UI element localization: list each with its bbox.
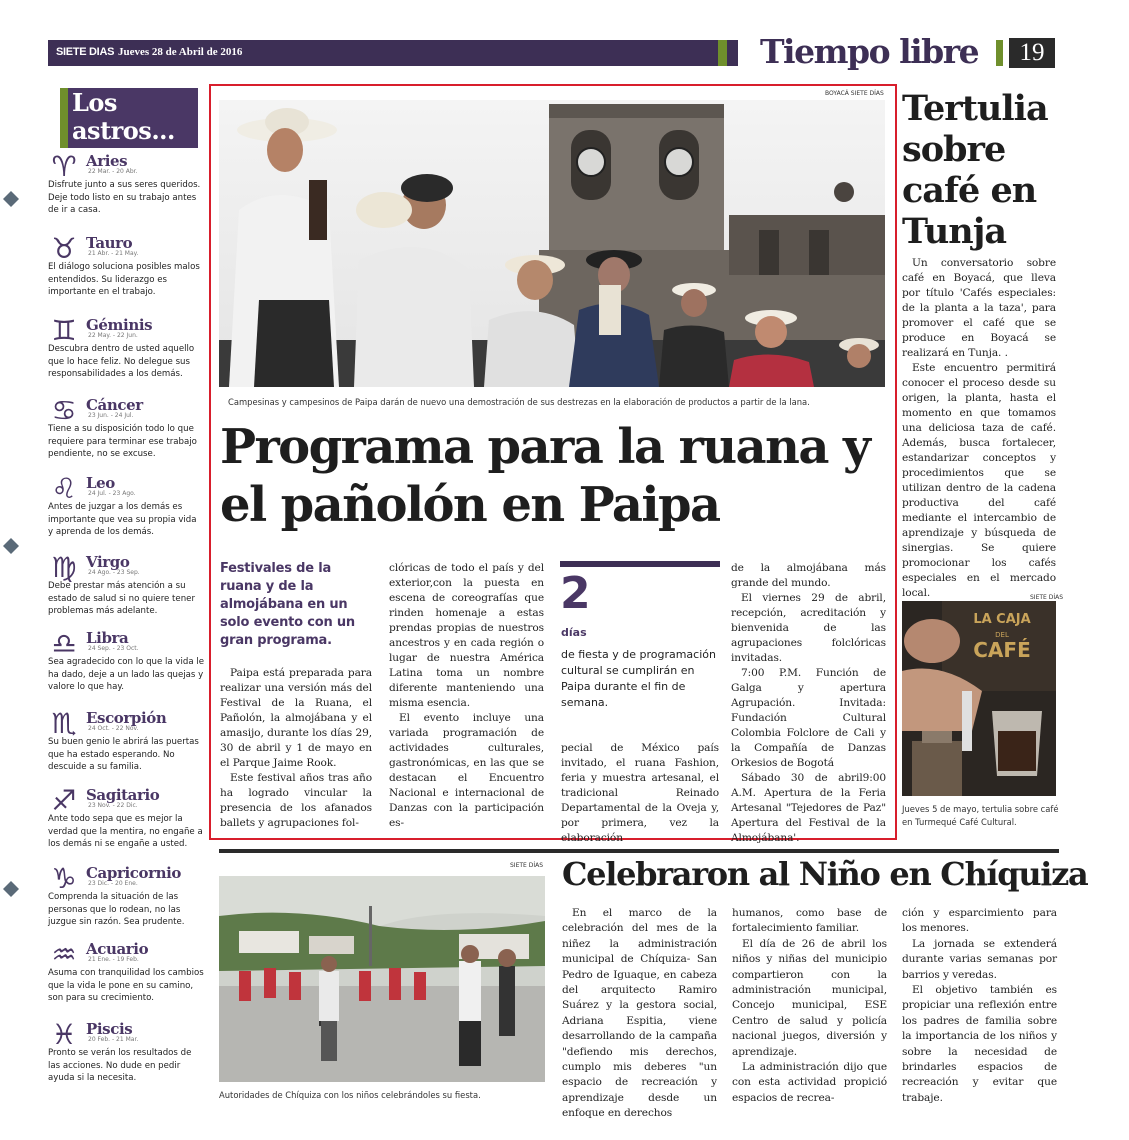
zodiac-leo-icon: ♌ bbox=[51, 472, 77, 505]
horoscope-title bbox=[60, 88, 198, 148]
paragraph: Este festival años tras año ha logrado vincular la presencia de los afanados ballets y agrupaciones fol- bbox=[220, 772, 372, 829]
article-column-2 bbox=[389, 561, 544, 831]
paragraph: La jornada se extenderá durante varias semanas por barrios y veredas. bbox=[902, 937, 1057, 981]
paragraph: El día de 26 de abril los niños y niñas del municipio compartieron con la administración municipal, Concejo municipal, ESE Centro de salud y policía nacional juegos, diversión y aprendizaje. bbox=[732, 937, 887, 1058]
coffee-photo bbox=[902, 601, 1056, 796]
stat-label: días bbox=[561, 626, 587, 639]
zodiac-geminis-icon: ♊ bbox=[51, 314, 77, 347]
sign-name: Cáncer bbox=[86, 396, 143, 414]
sign-name: Acuario bbox=[86, 940, 149, 958]
sign-dates: 23 Nov. - 22 Dic. bbox=[88, 802, 138, 809]
sign-text: Asuma con tranquilidad los cambios que la vida le pone en su camino, son para su crecimiento. bbox=[48, 968, 204, 1003]
photo-credit: SIETE DÍAS bbox=[510, 862, 544, 869]
sign-name: Capricornio bbox=[86, 864, 181, 882]
paragraph: 7:00 P.M. Función de Galga y apertura Agrupación. Invitada: Fundación Cultural Colombia Folclore de Cali y la Compañía de Danzas Orkesios de Bogotá bbox=[731, 667, 886, 769]
children-parade-photo bbox=[219, 876, 545, 1082]
bottom-column-1 bbox=[562, 906, 717, 1122]
paragraph: clóricas de todo el país y del exterior,con la puesta en escena de coreografías que rinden homenaje a estas prendas propias de nuestros ancestros y en cada región o lugar de nuestra América Latina toma un nombre diferente manteniendo una misma esencia. bbox=[389, 562, 544, 709]
photo-credit: BOYACÁ SIETE DÍAS bbox=[825, 90, 884, 97]
sign-text: LA CAJA bbox=[973, 612, 1031, 627]
sign-text: Comprenda la situación de las personas que lo rodean, no las juzgue sin razón. Sea prudente. bbox=[48, 892, 185, 927]
zodiac-acuario-icon: ♒ bbox=[51, 938, 77, 971]
stat-rule bbox=[560, 561, 720, 567]
sign-name: Aries bbox=[86, 152, 128, 170]
sign-name: Géminis bbox=[86, 316, 153, 334]
sign-dates: 24 Ago. - 23 Sep. bbox=[88, 569, 140, 576]
sign-dates: 24 Oct. - 22 Nov. bbox=[88, 725, 139, 732]
sign-text: Sea agradecido con lo que la vida le ha dado, deje a un lado las quejas y valore lo que hay. bbox=[48, 657, 205, 692]
zodiac-cancer-icon: ♋ bbox=[51, 394, 77, 427]
header-bar bbox=[48, 40, 738, 66]
paragraph: Un conversatorio sobre café en Boyacá, que lleva por título 'Cafés especiales: de la planta a la taza', para promover el café que se produce en Boyacá se realizará en Tunja. . bbox=[902, 257, 1056, 359]
zodiac-aries-icon: ♈ bbox=[51, 150, 77, 183]
zodiac-virgo-icon: ♍ bbox=[51, 551, 77, 584]
paragraph: El evento incluye una variada programación de actividades culturales, gastronómicas, en las que se destacan el Encuentro Nacional e internacional de Danzas con la participación es- bbox=[389, 712, 544, 829]
paragraph: de la almojábana más grande del mundo. bbox=[731, 562, 886, 589]
paragraph: Sábado 30 de abril9:00 A.M. Apertura de la Feria Artesanal "Tejedores de Paz" Apertura del Festival de la Almojábana'. bbox=[731, 772, 886, 844]
sign-dates: 24 Jul. - 23 Ago. bbox=[88, 490, 136, 497]
margin-diamond-icon bbox=[2, 537, 20, 555]
sign-name: Escorpión bbox=[86, 709, 167, 727]
paragraph: El viernes 29 de abril, recepción, acreditación y bienvenida de las agrupaciones folclóricas invitadas. bbox=[731, 592, 886, 664]
sign-text: Antes de juzgar a los demás es importante que vea su propia vida y aprenda de los demás. bbox=[48, 502, 197, 537]
sign-name: Leo bbox=[86, 474, 115, 492]
sign-name: Tauro bbox=[86, 234, 133, 252]
sign-dates: 22 Mar. - 20 Abr. bbox=[88, 168, 138, 175]
zodiac-libra-icon: ♎ bbox=[51, 627, 77, 660]
sign-dates: 21 Ene. - 19 Feb. bbox=[88, 956, 139, 963]
sign-text: Disfrute junto a sus seres queridos. Deje todo listo en su trabajo antes de ir a casa. bbox=[48, 180, 201, 215]
zodiac-capricornio-icon: ♑ bbox=[51, 862, 77, 895]
page-number: 19 bbox=[1009, 38, 1055, 68]
article-column-4 bbox=[731, 561, 886, 846]
zodiac-piscis-icon: ♓ bbox=[51, 1018, 77, 1051]
zodiac-sagitario-icon: ♐ bbox=[51, 784, 77, 817]
sign-text: Debe prestar más atención a su estado de salud si no quiere tener problemas más adelante. bbox=[48, 581, 195, 616]
zodiac-tauro-icon: ♉ bbox=[51, 232, 77, 265]
sign-name: Virgo bbox=[86, 553, 130, 571]
horoscope-title-line2: astros... bbox=[72, 116, 175, 145]
stat-text: de fiesta y de programación cultural se cumplirán en Paipa durante el fin de semana. bbox=[561, 648, 716, 709]
photo-caption: Campesinas y campesinos de Paipa darán de nuevo una demostración de sus destrezas en la elaboración de productos a partir de la lana. bbox=[228, 397, 810, 407]
sign-name: Libra bbox=[86, 629, 129, 647]
paragraph: humanos, como base de fortalecimiento familiar. bbox=[732, 907, 887, 935]
article-column-3 bbox=[561, 741, 719, 846]
paragraph: Paipa está preparada para realizar una versión más del Festival de la Ruana, el Pañolón, la almojábana y el amasijo, durante los días 29, 30 de abril y 1 de mayo en el Parque Jaime Rook. bbox=[220, 667, 372, 769]
sign-dates: 22 May. - 22 Jun. bbox=[88, 332, 138, 339]
article-subhead: Festivales de la ruana y de la almojábana en un solo evento con un gran programa. bbox=[220, 561, 355, 648]
side-article-headline: Tertulia sobre café en Tunja bbox=[902, 88, 1048, 252]
issue-date: Jueves 28 de Abril de 2016 bbox=[118, 46, 243, 58]
festival-photo bbox=[219, 100, 885, 387]
paragraph: El objetivo también es propiciar una reflexión entre los padres de familia sobre la importancia de los niños y sobre la necesidad de brindarles espacios de recreación y evitar que trabaje. bbox=[902, 984, 1057, 1104]
margin-diamond-icon bbox=[2, 880, 20, 898]
bottom-article-headline: Celebraron al Niño en Chíquiza bbox=[562, 855, 1088, 893]
header-accent bbox=[718, 40, 727, 66]
sign-dates: 23 Jun. - 24 Jul. bbox=[88, 412, 134, 419]
sign-text: El diálogo soluciona posibles malos entendidos. Su liderazgo es importante en el trabajo. bbox=[48, 262, 200, 297]
sign-name: Sagitario bbox=[86, 786, 160, 804]
sign-text: Pronto se verán los resultados de las acciones. No dude en pedir ayuda si la necesita. bbox=[48, 1048, 192, 1083]
zodiac-escorpion-icon: ♏ bbox=[51, 707, 77, 740]
photo-credit: SIETE DÍAS bbox=[1030, 594, 1064, 601]
paragraph: ción y esparcimiento para los menores. bbox=[902, 907, 1057, 935]
side-article-body bbox=[902, 256, 1056, 601]
sign-dates: 21 Abr. - 21 May. bbox=[88, 250, 139, 257]
stat-number: 2 bbox=[560, 568, 591, 619]
paragraph: pecial de México país invitado, el ruana Fashion, feria y muestra artesanal, el tradicional Reinado Departamental de la Oveja y, por primera, vez la elaboración bbox=[561, 742, 719, 844]
photo-caption: Autoridades de Chíquiza con los niños celebrándoles su fiesta. bbox=[219, 1090, 481, 1100]
paragraph: En el marco de la celebración del mes de la niñez la administración municipal de Chíquiza- San Pedro de Iguaque, en cabeza del arquitecto Ramiro Suárez y la gestora social, Adriana Espitia, viene desarrollando de la campaña "defiendo mis derechos, cumplo mis deberes "un espacio de recreación y aprendizaje desde un enfoque en derechos bbox=[562, 907, 717, 1120]
sign-text: Tiene a su disposición todo lo que requiere para terminar ese trabajo pendiente, no se excuse. bbox=[48, 424, 197, 459]
sign-dates: 20 Feb. - 21 Mar. bbox=[88, 1036, 139, 1043]
publication-name: SIETE DIAS bbox=[56, 46, 115, 58]
photo-caption: Jueves 5 de mayo, tertulia sobre café en Turmequé Café Cultural. bbox=[902, 804, 1059, 827]
article-headline: Programa para la ruana y el pañolón en Paipa bbox=[220, 419, 870, 533]
sign-text: Ante todo sepa que es mejor la verdad que la mentira, no engañe a los demás ni se engañe a usted. bbox=[48, 814, 203, 849]
bottom-column-2 bbox=[732, 906, 887, 1106]
sign-text: Descubra dentro de usted aquello que lo hace feliz. No delegue sus responsabilidades a los demás. bbox=[48, 344, 195, 379]
margin-diamond-icon bbox=[2, 190, 20, 208]
paragraph: La administración dijo que con esta actividad propició espacios de recrea- bbox=[732, 1061, 887, 1104]
sign-text: DEL bbox=[995, 631, 1009, 639]
section-title: Tiempo libre bbox=[760, 32, 979, 71]
sign-dates: 24 Sep. - 23 Oct. bbox=[88, 645, 139, 652]
sign-name: Piscis bbox=[86, 1020, 133, 1038]
article-column-1 bbox=[220, 666, 372, 831]
sign-text: Su buen genio le abrirá las puertas que ha estado esperando. No descuide a su familia. bbox=[48, 737, 199, 772]
sign-dates: 23 Dic. - 20 Ene. bbox=[88, 880, 138, 887]
horoscope-title-line1: Los bbox=[72, 88, 117, 117]
paragraph: Este encuentro permitirá conocer el proceso desde su origen, la planta, hasta el momento en que tomamos una deliciosa taza de café. Además, busca fortalecer, estandarizar conceptos y procedimientos que se utilizan dentro de la cadena productiva del café mediante el intercambio de aprendizaje y búsqueda de sinergias. Se quiere promocionar los cafés especiales en el mercado local. bbox=[902, 362, 1056, 599]
section-divider bbox=[219, 849, 1059, 853]
sign-text: CAFÉ bbox=[973, 638, 1031, 662]
bottom-column-3 bbox=[902, 906, 1057, 1106]
page-number-accent bbox=[996, 40, 1003, 66]
